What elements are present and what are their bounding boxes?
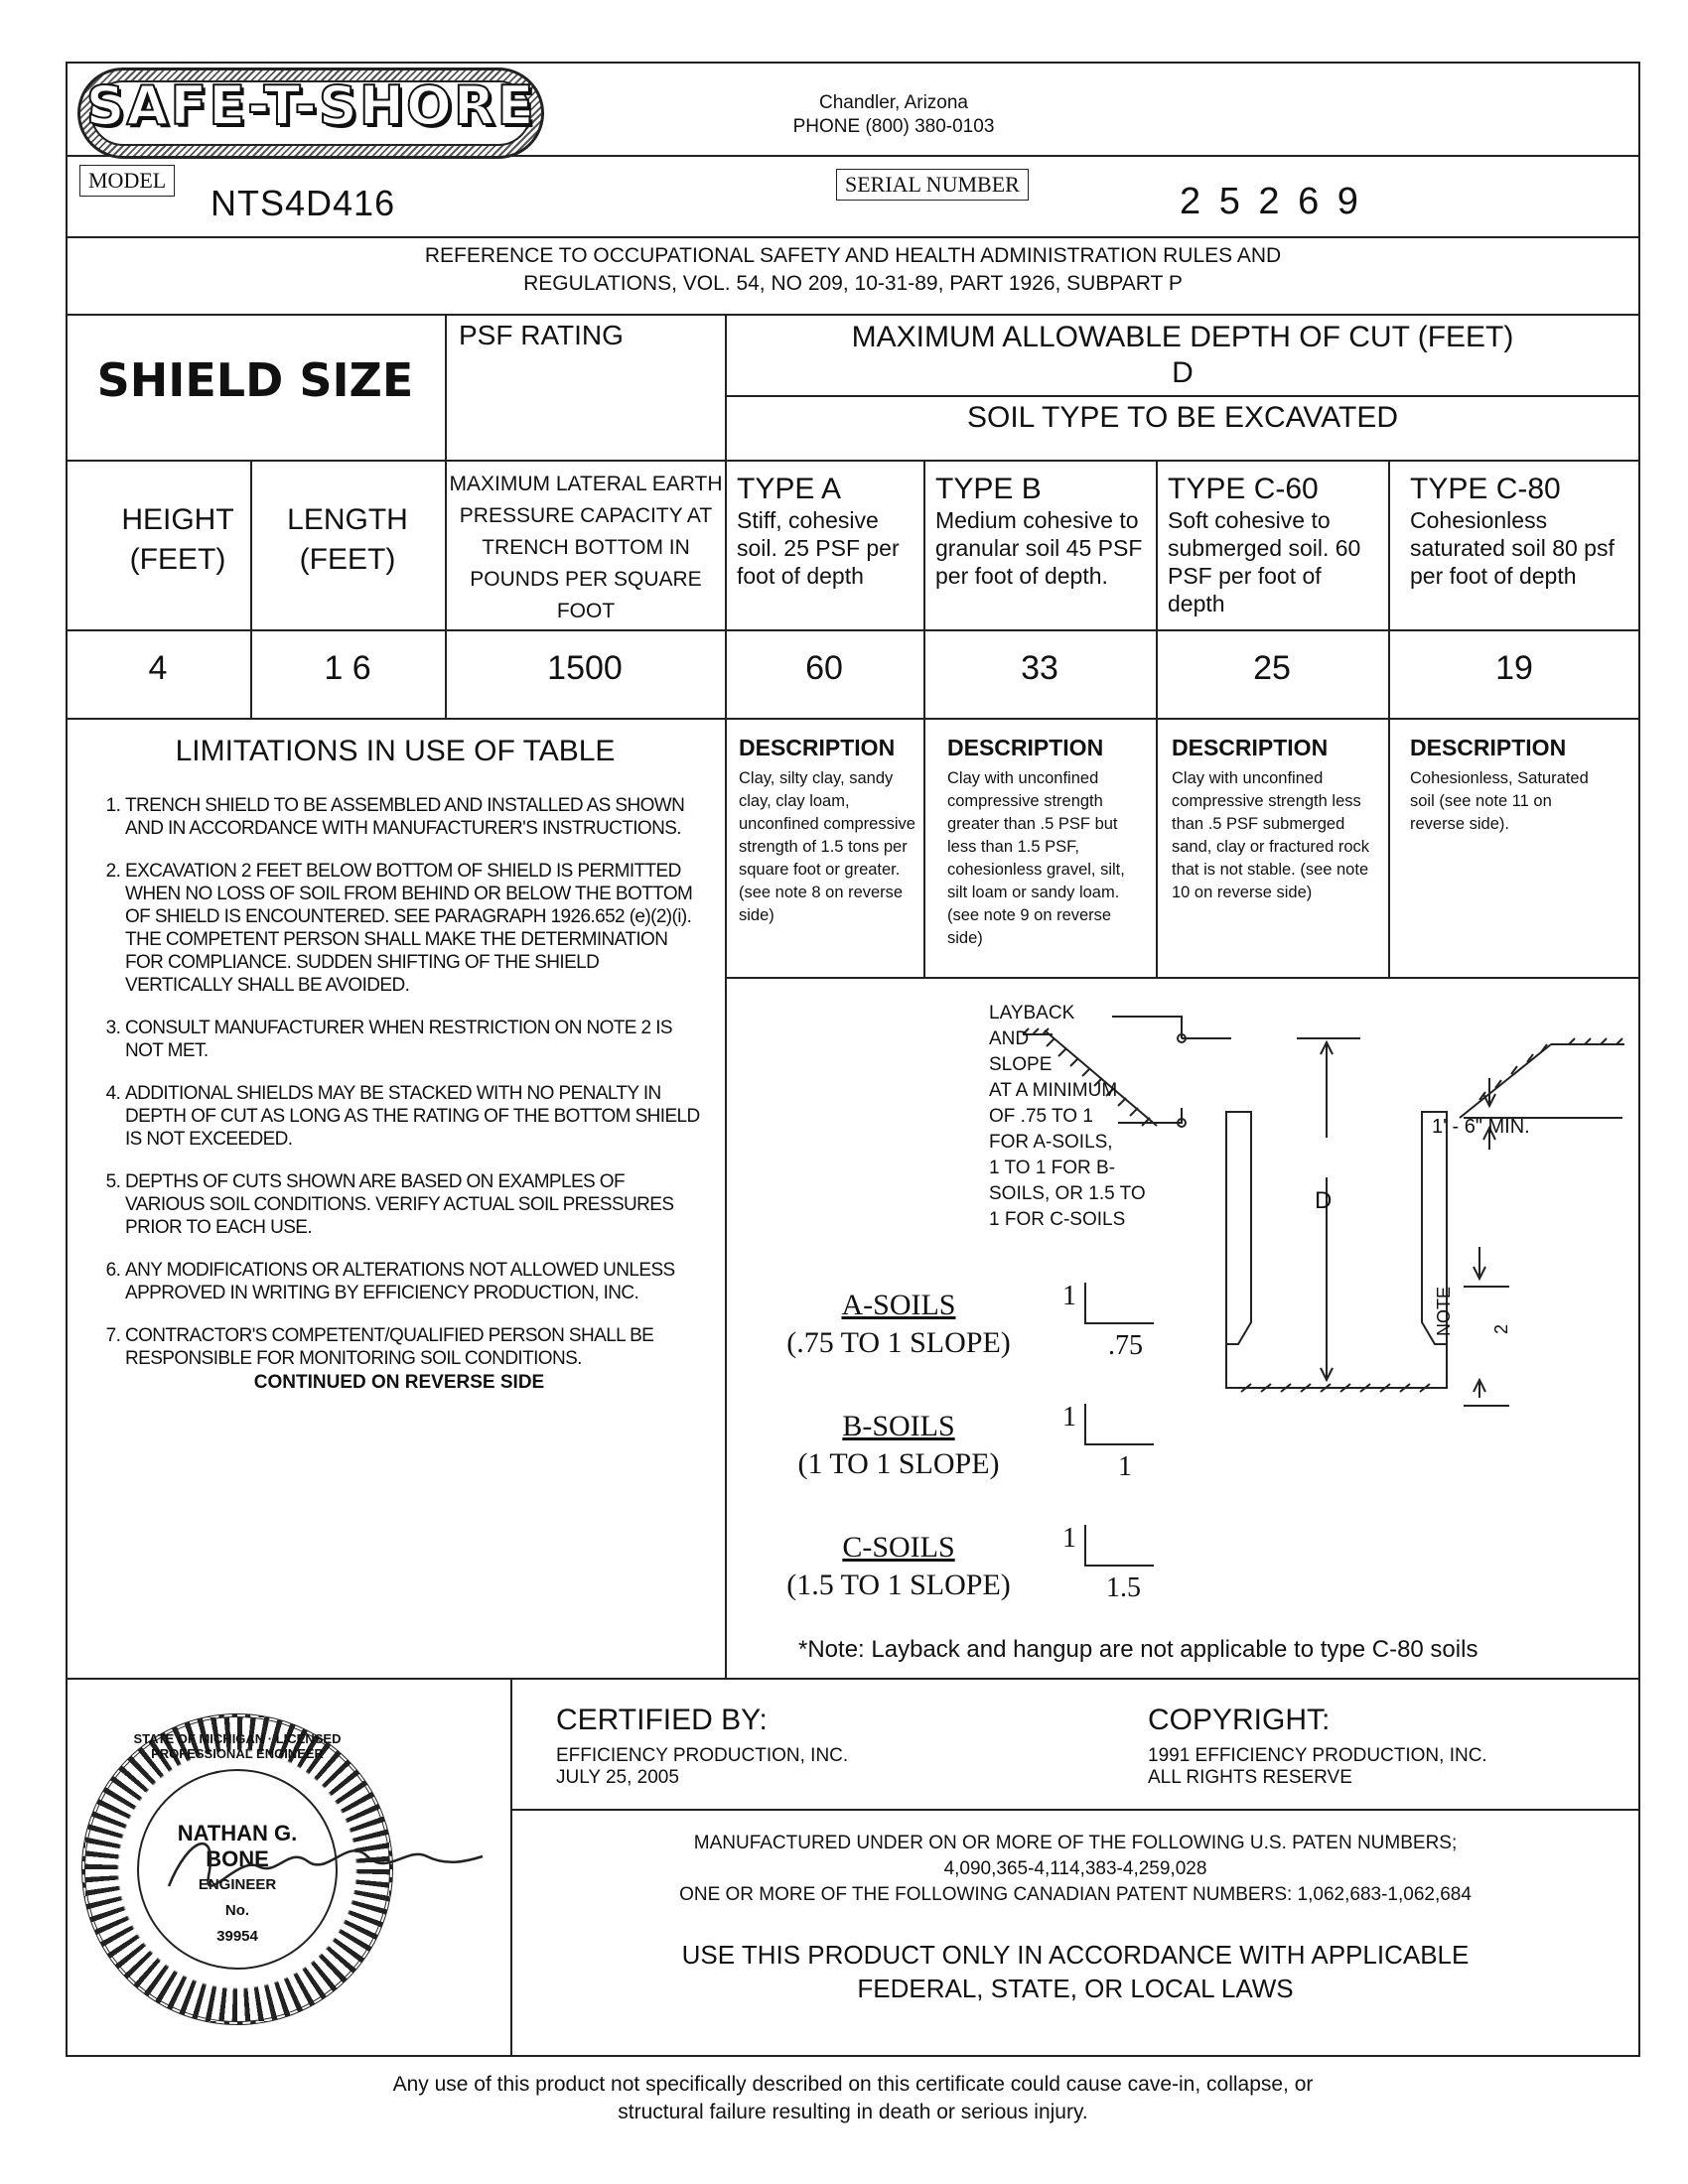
type-c60-depth: 25 [1253,649,1291,687]
description-title: DESCRIPTION [1410,735,1567,760]
seal-title: ENGINEER [198,1876,277,1893]
seal-name: BONE [206,1846,269,1871]
type-b-depth: 33 [1021,649,1058,687]
serial-number-value: 2 5 2 6 9 [1180,181,1362,222]
type-c60-desc: Soft cohesive to submerged soil. 60 PSF per foot of depth [1168,507,1361,616]
layback-label [989,1001,1146,1233]
rule [66,460,1640,462]
patent-line: 4,090,365-4,114,383-4,259,028 [943,1858,1207,1879]
soil-slope: (.75 TO 1 SLOPE) [786,1326,1011,1359]
seal-no-label: No. [224,1902,250,1919]
right-slope-line [1460,1044,1551,1118]
warning-line: structural failure resulting in death or serious injury. [618,2101,1088,2123]
type-c80-header [1410,473,1634,590]
type-c60-header [1168,473,1384,617]
seal-ring-text: STATE OF MICHIGAN · LICENSED PROFESSIONAL ENGINEER [133,1731,342,1761]
limitation-item: 1. TRENCH SHIELD TO BE ASSEMBLED AND INSTALLED AS SHOWN AND IN ACCORDANCE WITH MANUFACTURER'S INSTRUCTIONS. [125,794,707,840]
usage-block [510,1938,1640,2005]
rule [510,1809,1640,1811]
min-label: 1' - 6" MIN. [1432,1116,1530,1138]
phone: PHONE (800) 380-0103 [792,116,995,137]
c-soils-rise: 1 [1062,1523,1076,1554]
type-a-name: TYPE A [737,473,842,505]
engineer-signature [149,1817,487,1926]
a-soils-rise: 1 [1062,1281,1076,1311]
length-value: 1 6 [324,649,371,687]
b-soils-run-line [1084,1443,1154,1445]
description-text: Clay with unconfined compressive strength greater than .5 PSF but less than 1.5 PSF, cohesionless gravel, silt, silt loam or sandy loam. (see note 9 on reverse side) [947,769,1125,947]
certified-company: EFFICIENCY PRODUCTION, INC. [556,1745,849,1766]
logo-text: SAFE-T-SHORE [85,74,536,137]
copyright-line: ALL RIGHTS RESERVE [1148,1767,1352,1788]
type-c80-depth: 19 [1495,649,1533,687]
type-a-desc: Stiff, cohesive soil. 25 PSF per foot of depth [737,507,900,589]
b-soils-run: 1 [1118,1451,1132,1482]
osha-reference [66,242,1640,298]
seal-name: NATHAN G. [177,1821,298,1845]
type-b-header [935,473,1154,590]
type-a-header [737,473,915,590]
left-shield-wall [1226,1112,1251,1344]
layback-text: LAYBACK [989,1003,1075,1024]
layback-text: AND [989,1028,1030,1049]
description-text: Clay with unconfined compressive strength less than .5 PSF submerged sand, clay or fractured rock that is not stable. (see note 10 on reverse side) [1172,769,1369,901]
description-type-a [739,735,917,927]
certified-label: CERTIFIED BY: [556,1704,768,1736]
description-title: DESCRIPTION [947,735,1104,760]
type-a-depth: 60 [805,649,843,687]
layback-text: SOILS, OR 1.5 TO [989,1183,1146,1204]
c-soils-rise-line [1084,1525,1086,1565]
warning-line: Any use of this product not specifically described on this certificate could cause cave-in, collapse, or [392,2073,1314,2096]
b-soils-rise: 1 [1062,1402,1076,1433]
company-address [695,91,1092,139]
layback-text: OF .75 TO 1 [989,1106,1093,1127]
limitation-item: 4. ADDITIONAL SHIELDS MAY BE STACKED WITH NO PENALTY IN DEPTH OF CUT AS LONG AS THE RATING OF THE BOTTOM SHIELD IS NOT EXCEEDED. [125,1082,707,1151]
c-soils-block [765,1529,1033,1604]
layback-text: SLOPE [989,1054,1053,1075]
certified-date: JULY 25, 2005 [556,1767,679,1788]
limitation-item: 5. DEPTHS OF CUTS SHOWN ARE BASED ON EXAMPLES OF VARIOUS SOIL CONDITIONS. VERIFY ACTUAL SOIL PRESSURES PRIOR TO EACH USE. [125,1170,707,1239]
note-label: NOTE [1434,1286,1454,1336]
rule [923,460,925,978]
city: Chandler, Arizona [819,92,968,113]
type-b-name: TYPE B [935,473,1042,505]
layback-text: AT A MINIMUM [989,1080,1118,1101]
soil-slope: (1.5 TO 1 SLOPE) [786,1569,1011,1601]
description-title: DESCRIPTION [739,735,896,760]
rule [1388,460,1390,978]
reference-line: REFERENCE TO OCCUPATIONAL SAFETY AND HEALTH ADMINISTRATION RULES AND [424,244,1282,267]
rule [725,395,1640,397]
description-text: Cohesionless, Saturated soil (see note 11 on reverse side). [1410,769,1589,833]
c-soils-run: 1.5 [1106,1572,1141,1603]
rule [1156,460,1158,978]
height-heading: HEIGHT (FEET) [121,503,234,576]
layback-text: 1 FOR C-SOILS [989,1209,1126,1230]
length-heading: LENGTH (FEET) [287,503,408,576]
soil-name: C-SOILS [842,1531,955,1564]
trench-bottom [1226,1344,1447,1388]
soil-name: A-SOILS [841,1289,956,1321]
limitation-item: 3. CONSULT MANUFACTURER WHEN RESTRICTION ON NOTE 2 IS NOT MET. [125,1017,707,1062]
serial-number-label: SERIAL NUMBER [836,169,1029,201]
limitations-list [91,794,707,1394]
safe-t-shore-logo [77,68,544,159]
rule [66,718,1640,720]
a-soils-rise-line [1084,1283,1086,1322]
a-soils-block [765,1287,1033,1362]
height-value: 4 [148,649,168,687]
description-type-c60 [1172,735,1376,904]
b-soils-rise-line [1084,1404,1086,1443]
psf-rating-heading: PSF RATING [459,320,624,350]
model-value: NTS4D416 [211,183,396,223]
c80-note: *Note: Layback and hangup are not applicable to type C-80 soils [798,1636,1478,1663]
limitations-title: LIMITATIONS IN USE OF TABLE [175,735,616,767]
description-text: Clay, silty clay, sandy clay, clay loam, unconfined compressive strength of 1.5 tons per square foot or greater. (see note 8 on reverse side) [739,769,915,924]
type-c80-desc: Cohesionless saturated soil 80 psf per foot of depth [1410,507,1615,589]
psf-description: MAXIMUM LATERAL EARTH PRESSURE CAPACITY AT TRENCH BOTTOM IN POUNDS PER SQUARE FOOT [449,473,723,622]
usage-line: FEDERAL, STATE, OR LOCAL LAWS [857,1974,1294,2003]
reference-line: REGULATIONS, VOL. 54, NO 209, 10-31-89, PART 1926, SUBPART P [523,272,1183,295]
soil-name: B-SOILS [842,1410,955,1442]
warning-footer [66,2071,1640,2126]
psf-value: 1500 [547,649,623,687]
certified-block [556,1704,848,1789]
seal-number: 39954 [216,1928,258,1945]
max-depth-d: D [1172,356,1194,389]
patents-block [510,1831,1640,1908]
b-soils-block [765,1408,1033,1483]
note-number: 2 [1491,1323,1511,1334]
model-label: MODEL [79,165,175,197]
layback-text: FOR A-SOILS, [989,1132,1113,1153]
ground-hatch-right [1551,1038,1624,1044]
a-soils-run: .75 [1108,1330,1143,1361]
copyright-line: 1991 EFFICIENCY PRODUCTION, INC. [1148,1745,1487,1766]
rule [66,1678,1640,1680]
soil-type-heading: SOIL TYPE TO BE EXCAVATED [966,401,1399,434]
a-soils-run-line [1084,1322,1154,1324]
note-arrow-up [1474,1380,1485,1398]
usage-line: USE THIS PRODUCT ONLY IN ACCORDANCE WITH APPLICABLE [681,1940,1470,1970]
depth-d-label: D [1315,1187,1333,1214]
type-c80-name: TYPE C-80 [1410,473,1561,505]
layback-text: 1 TO 1 FOR B- [989,1158,1116,1178]
rule [66,629,1640,631]
rule [66,314,1640,316]
copyright-block [1148,1704,1487,1789]
limitation-item: 6. ANY MODIFICATIONS OR ALTERATIONS NOT ALLOWED UNLESS APPROVED IN WRITING BY EFFICIENCY PRODUCTION, INC. [125,1259,707,1304]
max-depth-heading [725,320,1640,391]
type-b-desc: Medium cohesive to granular soil 45 PSF per foot of depth. [935,507,1143,589]
rule [66,236,1640,238]
description-title: DESCRIPTION [1172,735,1329,760]
limitation-item: 7. CONTRACTOR'S COMPETENT/QUALIFIED PERSON SHALL BE RESPONSIBLE FOR MONITORING SOIL CONDITIONS. [125,1324,707,1370]
type-c60-name: TYPE C-60 [1168,473,1319,505]
patent-line: MANUFACTURED UNDER ON OR MORE OF THE FOLLOWING U.S. PATEN NUMBERS; [693,1833,1458,1853]
copyright-label: COPYRIGHT: [1148,1704,1331,1736]
c-soils-run-line [1084,1565,1154,1567]
continued-note: CONTINUED ON REVERSE SIDE [253,1372,545,1393]
patent-line: ONE OR MORE OF THE FOLLOWING CANADIAN PATENT NUMBERS: 1,062,683-1,062,684 [679,1884,1472,1905]
max-depth-label: MAXIMUM ALLOWABLE DEPTH OF CUT (FEET) [851,321,1514,353]
limitation-item: 2. EXCAVATION 2 FEET BELOW BOTTOM OF SHIELD IS PERMITTED WHEN NO LOSS OF SOIL FROM BEHIND OR BELOW THE BOTTOM OF SHIELD IS ENCOUNTERED. SEE PARAGRAPH 1926.652 (e)(2)(i). THE COMPETENT PERSON SHALL MAKE THE DETERMINATION FOR COMPLIANCE. SUDDEN SHIFTING OF THE SHIELD VERTICALLY SHALL BE AVOIDED. [125,860,707,997]
soil-slope: (1 TO 1 SLOPE) [797,1447,1000,1480]
shield-size-heading: SHIELD SIZE [96,353,414,407]
note-arrow-down [1474,1247,1485,1279]
description-type-b [947,735,1148,950]
description-type-c80 [1410,735,1609,836]
